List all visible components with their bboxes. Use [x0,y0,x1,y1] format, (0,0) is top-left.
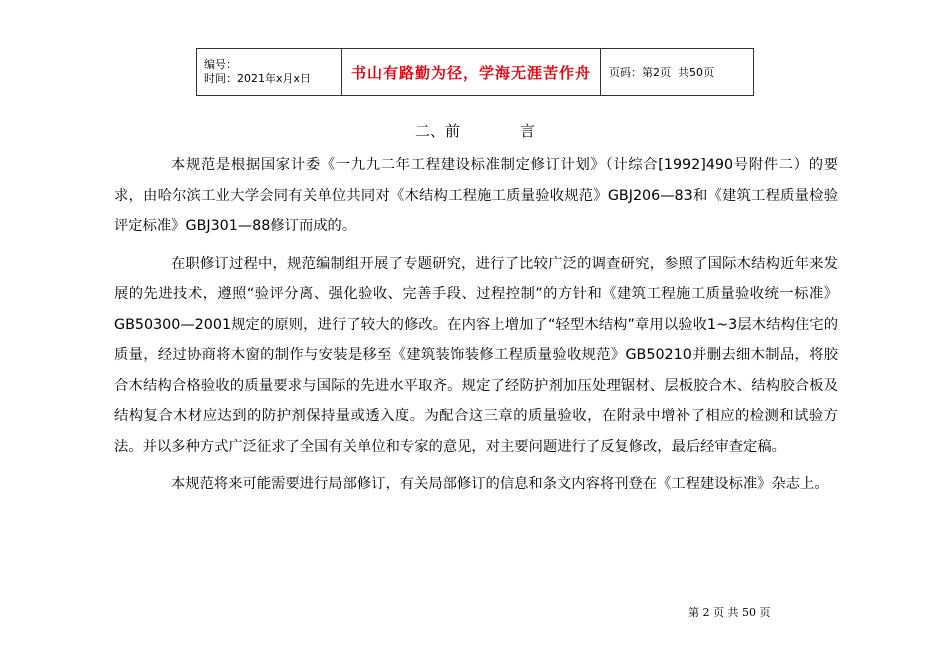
header-meta-cell [197,49,342,96]
section-title [0,120,950,141]
paragraph: 本规范是根据国家计委《一九九二年工程建设标准制定修订计划》（计综合[1992]490号附件二）的要求，由哈尔滨工业大学会同有关单位共同对《木结构工程施工质量验收规范》GBJ206—83和《建筑工程质量检验评定标准》GBJ301—88修订而成的。 [114,157,838,234]
header-page-cell [601,49,754,96]
header-motto-cell [342,49,601,96]
section-title-part2: 言 [520,122,536,140]
paragraph: 本规范将来可能需要进行局部修订，有关局部修订的信息和条文内容将刊登在《工程建设标准》杂志上。 [171,476,829,492]
header-motto: 书山有路勤为径，学海无涯苦作舟 [350,63,591,82]
page-footer-text: 第 2 页 共 50 页 [688,606,771,619]
page-footer [688,604,770,620]
section-title-part1: 二、前 [414,122,460,140]
body-content [114,150,838,507]
header-time-label: 时间：2021年x月x日 [204,72,312,85]
document-header-table [196,48,754,96]
paragraph: 在职修订过程中，规范编制组开展了专题研究，进行了比较广泛的调查研究，参照了国际木结构近年来发展的先进技术，遵照“验评分离、强化验收、完善手段、过程控制”的方针和《建筑工程施工质量验收统一标准》GB50300—2001规定的原则，进行了较大的修改。在内容上增加了“轻型木结构”章用以验收1~3层木结构住宅的质量，经过协商将木窗的制作与安装是移至《建筑装饰装修工程质量验收规范》GB50210并删去细木制品，将胶合木结构合格验收的质量要求与国际的先进水平取齐。规定了经防护剂加压处理锯材、层板胶合木、结构胶合板及结构复合木材应达到的防护剂保持量或透入度。为配合这三章的质量验收，在附录中增补了相应的检测和试验方法。并以多种方式广泛征求了全国有关单位和专家的意见，对主要问题进行了反复修改，最后经审查定稿。 [114,255,838,455]
header-page-info: 页码：第2页 共50页 [609,66,714,79]
header-number-label: 编号： [204,58,237,71]
